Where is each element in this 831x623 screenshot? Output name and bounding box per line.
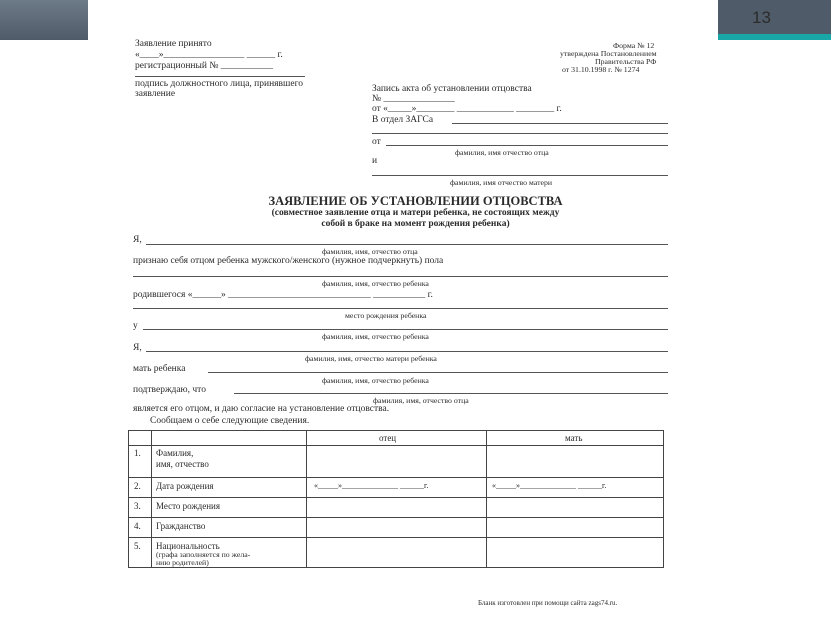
child-name-hint: фамилия, имя, отчество ребенка: [322, 279, 429, 288]
footer-note: Бланк изготовлен при помощи сайта zags74.ru.: [478, 599, 618, 607]
page-number: 13: [752, 8, 771, 27]
confirm-line: [234, 393, 668, 394]
row-label: Фамилия,: [156, 448, 194, 458]
mother-name-line: [372, 175, 668, 176]
document-subtitle-1: (совместное заявление отца и матери ребенка, не состоящих между: [271, 208, 560, 218]
column-header-father: отец: [379, 433, 397, 443]
act-record-date: от «_____»________ ____________ ________ г.: [372, 104, 562, 114]
signature-caption-1: подпись должностного лица, принявшего: [135, 79, 303, 89]
and-label: и: [372, 156, 378, 166]
slide-top-bar-left: [0, 0, 88, 40]
from-label: от: [372, 137, 381, 147]
i-label: Я,: [133, 235, 142, 245]
row-label: Место рождения: [156, 501, 221, 511]
info-text: Сообщаем о себе следующие сведения.: [150, 416, 310, 426]
registry-office-line: [452, 123, 668, 124]
registration-number: регистрационный № ___________: [135, 61, 274, 71]
row-label: Национальность: [156, 541, 220, 551]
row-number: 3.: [134, 501, 141, 511]
signature-line: [135, 76, 305, 77]
mother-full-name-line: [146, 351, 668, 352]
column-header-mother: мать: [565, 433, 583, 443]
child-name-line-2: [143, 329, 668, 330]
mother-child-line: [208, 372, 668, 373]
document-subtitle-2: собой в браке на момент рождения ребенка): [321, 219, 510, 229]
row-label: (графа заполняется по жела-: [156, 550, 251, 559]
government: Правительства РФ: [595, 57, 657, 66]
father-name-hint-2: фамилия, имя, отчество отца: [373, 396, 469, 405]
consent-text: является его отцом, и даю согласие на установление отцовства.: [133, 404, 390, 414]
approved-by: утверждена Постановлением: [560, 49, 657, 58]
mother-label: мать ребенка: [133, 364, 186, 374]
at-label: у: [133, 321, 138, 331]
father-birth-date-field: «_____»______________ ______г.: [314, 481, 429, 490]
child-name-line: [133, 276, 668, 277]
recognize-text: признаю себя отцом ребенка мужского/женского (нужное подчеркнуть) пола: [133, 256, 444, 266]
father-name-line: [386, 145, 668, 146]
registry-office-label: В отдел ЗАГСа: [372, 115, 434, 125]
birthplace-hint: место рождения ребенка: [345, 311, 427, 320]
accepted-date-line: «____»_________________ ______ г.: [135, 50, 283, 60]
i-label-2: Я,: [133, 343, 142, 353]
mother-birth-date-field: «_____»______________ ______г.: [492, 481, 607, 490]
child-name-hint-3: фамилия, имя, отчество ребенка: [322, 376, 429, 385]
signature-caption-2: заявление: [135, 89, 176, 99]
registry-office-line-2: [372, 133, 668, 134]
confirm-text: подтверждаю, что: [133, 385, 206, 395]
row-label: нию родителей): [156, 558, 209, 567]
slide-accent-bar: [718, 34, 831, 40]
mother-full-name-hint: фамилия, имя, отчество матери ребенка: [305, 354, 437, 363]
mother-name-hint: фамилия, имя отчество матери: [450, 178, 553, 187]
row-label: Дата рождения: [156, 481, 214, 491]
father-name-hint: фамилия, имя отчество отца: [455, 148, 549, 157]
row-number: 4.: [134, 521, 141, 531]
born-line: родившегося «______» ______________________________ ___________ г.: [133, 290, 433, 300]
row-number: 1.: [134, 448, 141, 458]
document-title: ЗАЯВЛЕНИЕ ОБ УСТАНОВЛЕНИИ ОТЦОВСТВА: [268, 194, 563, 208]
act-record-number: № _______________: [372, 94, 455, 104]
row-label: Гражданство: [156, 521, 206, 531]
form-number: Форма № 12: [613, 41, 655, 50]
child-name-hint-2: фамилия, имя, отчество ребенка: [322, 332, 429, 341]
accepted-label: Заявление принято: [135, 39, 212, 49]
birthplace-line: [133, 308, 668, 309]
decree-date: от 31.10.1998 г. № 1274: [562, 65, 640, 74]
act-record-label: Запись акта об установлении отцовства: [372, 84, 532, 94]
row-number: 5.: [134, 541, 141, 551]
father-full-name-hint: фамилия, имя, отчество отца: [322, 247, 418, 256]
father-full-name-line: [146, 244, 668, 245]
parents-info-table: [128, 430, 664, 568]
row-label: имя, отчество: [156, 459, 209, 469]
row-number: 2.: [134, 481, 141, 491]
